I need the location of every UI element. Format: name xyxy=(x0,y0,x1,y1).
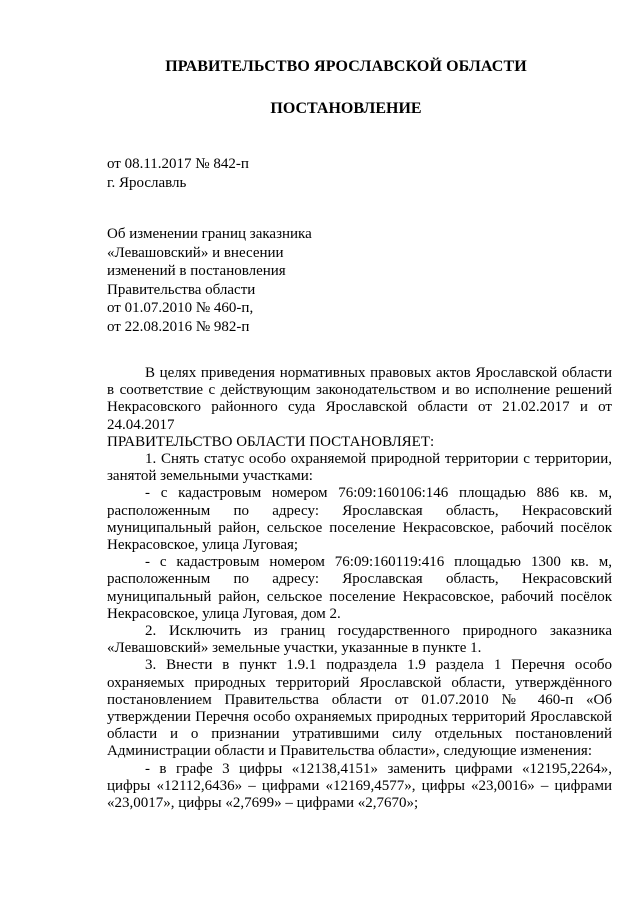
item-3-a-paragraph: - в графе 3 цифры «12138,4151» заменить цифрами «12195,2264», цифры «12112,6436» – цифрами «12169,4577», цифры «23,0016» – цифрами «23,0017», цифры «2,7699» – цифрами «2,7670»; xyxy=(107,760,612,812)
resolves-paragraph: ПРАВИТЕЛЬСТВО ОБЛАСТИ ПОСТАНОВЛЯЕТ: xyxy=(107,433,435,450)
date-number: от 08.11.2017 № 842-п xyxy=(107,156,249,172)
document-body xyxy=(107,365,612,812)
city: г. Ярославль xyxy=(107,175,187,191)
item-1-a-paragraph: - с кадастровым номером 76:09:160106:146 площадью 886 кв. м, расположенным по адресу: Ярославская область, Некрасовский муниципальный район, сельское поселение Некрасовское, рабочий посёлок Некрасовское, улица Луговая; xyxy=(107,485,612,554)
item-1-paragraph: 1. Снять статус особо охраняемой природной территории с территории, занятой земельными участками: xyxy=(107,451,612,485)
subject-line: изменений в постановления xyxy=(107,263,286,279)
document-meta xyxy=(107,155,249,193)
subject-line: Правительства области xyxy=(107,281,256,298)
item-2-paragraph: 2. Исключить из границ государственного природного заказника «Левашовский» земельные участки, указанные в пункте 1. xyxy=(107,623,612,657)
document-subject xyxy=(107,225,312,336)
organization-heading: ПРАВИТЕЛЬСТВО ЯРОСЛАВСКОЙ ОБЛАСТИ xyxy=(165,58,527,75)
item-1-b-paragraph: - с кадастровым номером 76:09:160119:416 площадью 1300 кв. м, расположенным по адресу: Ярославская область, Некрасовский муниципальный район, сельское поселение Некрасовское, рабочий посёлок Некрасовское, улица Луговая, дом 2. xyxy=(107,554,612,622)
subject-line: «Левашовский» и внесении xyxy=(107,244,284,261)
subject-line: от 22.08.2016 № 982-п xyxy=(107,318,250,335)
item-3-paragraph: 3. Внести в пункт 1.9.1 подраздела 1.9 раздела 1 Перечня особо охраняемых природных территорий Ярославской области, утверждённого постановлением Правительства области от 01.07.2010 № 460-п «Об утверждении Перечня особо охраняемых природных территорий Ярославской области и о признании утратившими силу отдельных постановлений Администрации области и Правительства области», следующие изменения: xyxy=(107,657,612,760)
preamble-paragraph: В целях приведения нормативных правовых актов Ярославской области в соответствие с действующим законодательством и во исполнение решений Некрасовского районного суда Ярославской области от 21.02.2017 и от 24.04.2017 xyxy=(107,365,612,433)
subject-line: от 01.07.2010 № 460-п, xyxy=(107,300,254,316)
document-type-heading: ПОСТАНОВЛЕНИЕ xyxy=(270,100,422,117)
subject-line: Об изменении границ заказника xyxy=(107,226,312,242)
